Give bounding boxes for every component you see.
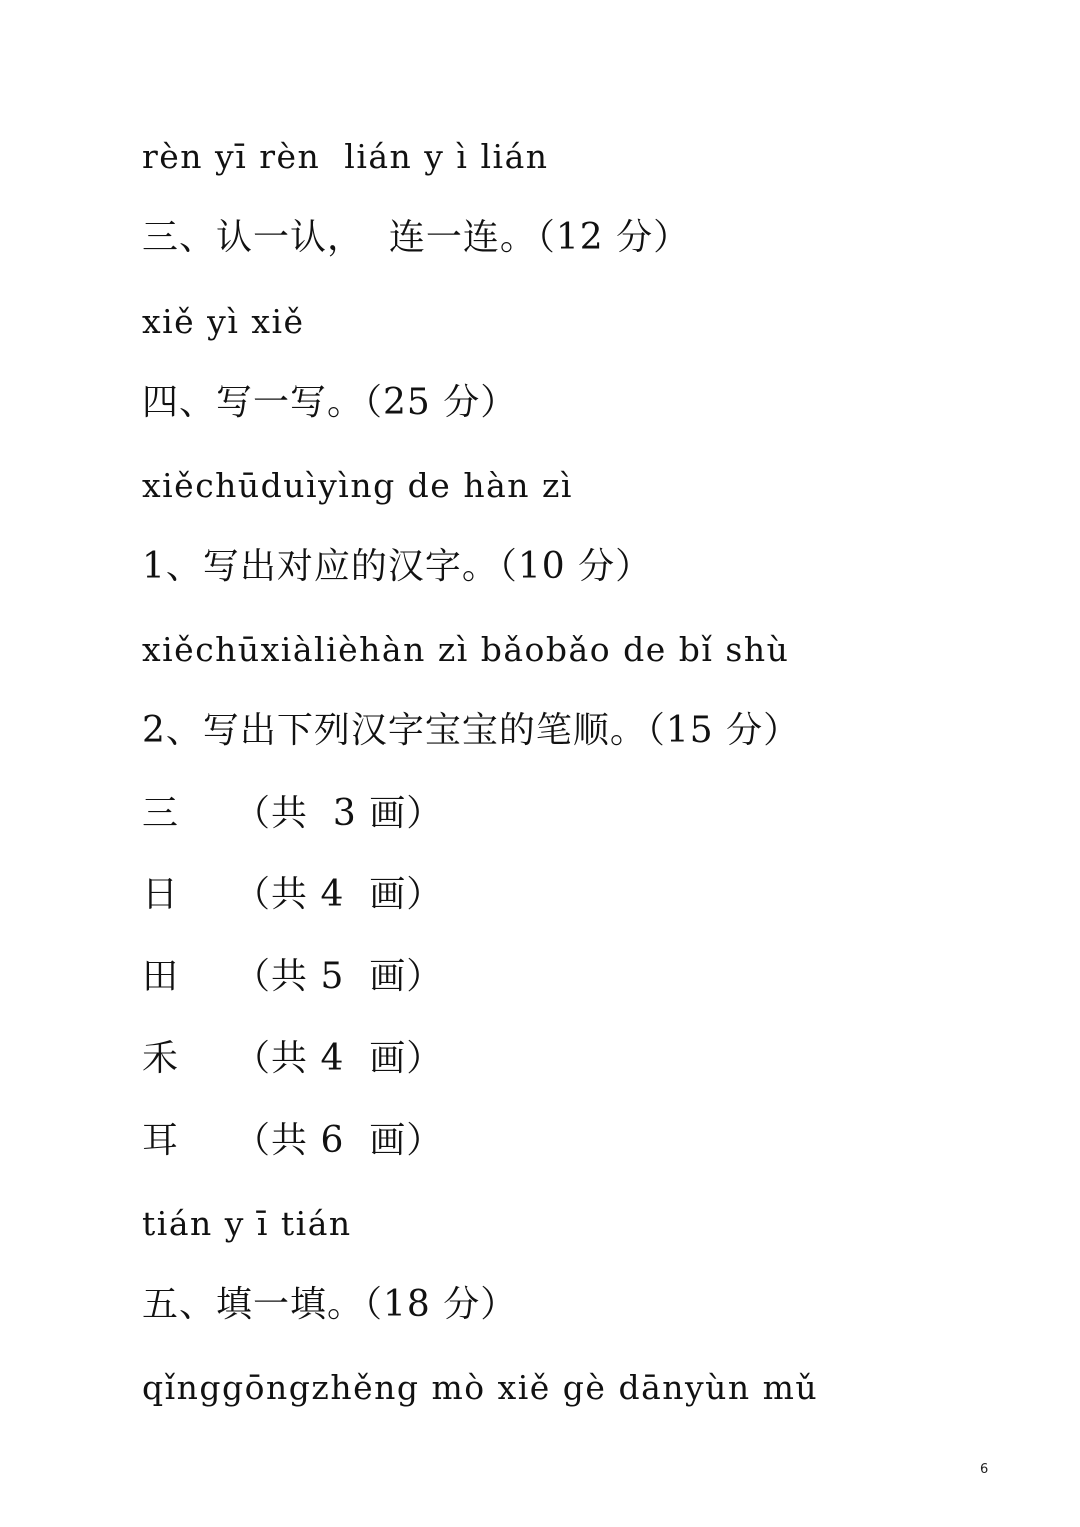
pinyin-heading-5: tián y ī tián xyxy=(142,1204,352,1243)
stroke-character: 三 xyxy=(142,793,179,834)
stroke-count: （共 4 画） xyxy=(234,874,444,915)
section-3-title: 三、认一认， 连一连。（12 分） xyxy=(142,217,691,258)
sub-question-2: 2、写出下列汉字宝宝的笔顺。（15 分） xyxy=(142,710,801,751)
section-5-title: 五、填一填。（18 分） xyxy=(142,1284,518,1325)
stroke-count: （共 6 画） xyxy=(234,1120,444,1161)
pinyin-sub-1: xiěchūduìyìng de hàn zì xyxy=(142,466,573,505)
stroke-character: 日 xyxy=(142,874,179,915)
stroke-count: （共 4 画） xyxy=(234,1038,444,1079)
section-4-title: 四、写一写。（25 分） xyxy=(142,382,518,423)
sub-question-1: 1、写出对应的汉字。（10 分） xyxy=(142,546,653,587)
page-number: 6 xyxy=(980,1462,989,1477)
pinyin-instruction-5: qǐnggōngzhěng mò xiě gè dānyùn mǔ xyxy=(142,1368,819,1407)
stroke-count: （共 3 画） xyxy=(234,793,444,834)
stroke-character: 耳 xyxy=(142,1120,179,1161)
pinyin-heading-4: xiě yì xiě xyxy=(142,302,305,341)
stroke-count: （共 5 画） xyxy=(234,956,444,997)
pinyin-heading-3: rèn yī rèn lián y ì lián xyxy=(142,137,549,176)
pinyin-sub-2: xiěchūxiàlièhàn zì bǎobǎo de bǐ shù xyxy=(142,630,790,669)
stroke-character: 田 xyxy=(142,956,179,997)
stroke-character: 禾 xyxy=(142,1038,179,1079)
